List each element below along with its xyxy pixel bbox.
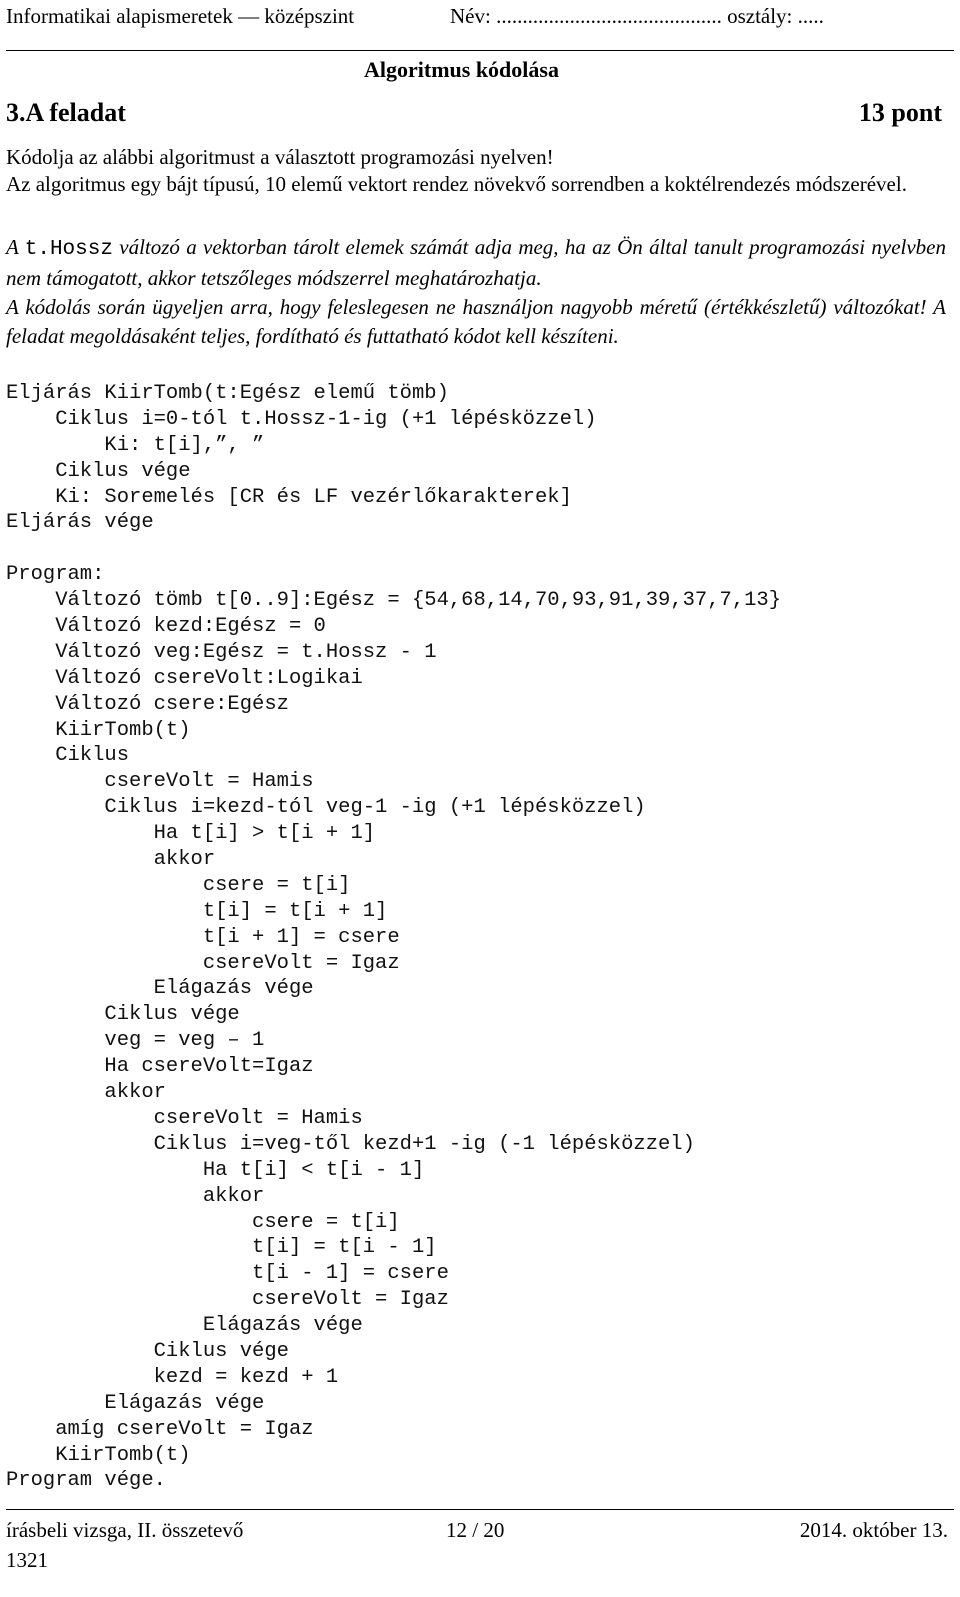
- code-line: KiirTomb(t): [6, 1443, 191, 1467]
- code-line: t[i - 1] = csere: [6, 1262, 449, 1286]
- footer-exam-part: írásbeli vizsga, II. összetevő: [6, 1518, 244, 1542]
- code-line: akkor: [6, 1184, 265, 1208]
- note-hossz: [6, 233, 946, 293]
- code-line: Ki: t[i],”, ”: [6, 433, 265, 457]
- code-line: t[i] = t[i + 1]: [6, 899, 388, 923]
- code-line: csereVolt = Hamis: [6, 1106, 363, 1130]
- code-line: Elágazás vége: [6, 977, 314, 1001]
- section-title: Algoritmus kódolása: [364, 57, 559, 82]
- task-title: 3.A feladat: [6, 98, 126, 127]
- code-line: Változó kezd:Egész = 0: [6, 615, 326, 639]
- code-line: Elágazás vége: [6, 1314, 363, 1338]
- code-line: Program:: [6, 563, 105, 587]
- code-line: Változó csere:Egész: [6, 692, 289, 716]
- code-line: Ha csereVolt=Igaz: [6, 1055, 314, 1079]
- code-line: [6, 536, 946, 562]
- header-name-class-field: Név: ........................................... osztály: .....: [450, 4, 824, 28]
- intro-line-2: Az algoritmus egy bájt típusú, 10 elemű vektort rendez növekvő sorrendben a koktélrendezés módszerével.: [6, 172, 907, 196]
- task-notes: [6, 233, 946, 351]
- code-line: Változó csereVolt:Logikai: [6, 666, 363, 690]
- code-line: Ciklus i=veg-től kezd+1 -ig (-1 lépésközzel): [6, 1132, 695, 1156]
- code-line: akkor: [6, 1081, 166, 1105]
- footer-date: 2014. október 13.: [799, 1518, 948, 1542]
- code-line: kezd = kezd + 1: [6, 1365, 339, 1389]
- page-header: [6, 2, 954, 32]
- task-points: 13 pont: [858, 98, 942, 127]
- code-line: Ha t[i] < t[i - 1]: [6, 1158, 425, 1182]
- note-requirements: A kódolás során ügyeljen arra, hogy feleslegesen ne használjon nagyobb méretű (értékkészletű) változókat! A feladat megoldásaként teljes, fordítható és futtatható kódot kell készíteni.: [6, 295, 946, 348]
- pseudocode-listing: [6, 381, 946, 1494]
- footer-exam-code: 1321: [6, 1548, 48, 1572]
- code-line: KiirTomb(t): [6, 718, 191, 742]
- code-line: amíg csereVolt = Igaz: [6, 1417, 314, 1441]
- code-line: csereVolt = Hamis: [6, 770, 314, 794]
- footer-page-number: 12 / 20: [446, 1518, 505, 1542]
- code-line: Ciklus i=kezd-tól veg-1 -ig (+1 lépésközzel): [6, 796, 646, 820]
- header-exam-title: Informatikai alapismeretek — középszint: [6, 4, 355, 28]
- code-line: Eljárás vége: [6, 511, 154, 535]
- code-line: csere = t[i]: [6, 1210, 400, 1234]
- code-line: Ciklus vége: [6, 1003, 240, 1027]
- note-prefix: A: [6, 235, 25, 259]
- code-line: akkor: [6, 848, 216, 872]
- code-line: Változó veg:Egész = t.Hossz - 1: [6, 640, 437, 664]
- code-line: csereVolt = Igaz: [6, 1288, 449, 1312]
- code-line: t[i] = t[i - 1]: [6, 1236, 437, 1260]
- intro-line-1: Kódolja az alábbi algoritmust a választott programozási nyelven!: [6, 145, 554, 169]
- note-text: változó a vektorban tárolt elemek számát adja meg, ha az Ön által tanult programozási nyelvben nem támogatott, akkor tetszőleges módszerrel meghatározhatja.: [6, 235, 946, 290]
- task-intro: [6, 144, 946, 198]
- code-line: Ciklus: [6, 744, 130, 768]
- footer-divider: [6, 1509, 954, 1510]
- code-line: Ha t[i] > t[i + 1]: [6, 822, 376, 846]
- note-code-word: t.Hossz: [24, 238, 113, 261]
- code-line: Elágazás vége: [6, 1391, 265, 1415]
- code-line: Változó tömb t[0..9]:Egész = {54,68,14,70,93,91,39,37,7,13}: [6, 589, 782, 613]
- code-line: Eljárás KiirTomb(t:Egész elemű tömb): [6, 382, 449, 405]
- header-divider: [6, 50, 954, 51]
- code-line: Ciklus vége: [6, 459, 191, 483]
- code-line: t[i + 1] = csere: [6, 925, 400, 949]
- code-line: csere = t[i]: [6, 873, 351, 897]
- code-line: Ciklus vége: [6, 1339, 289, 1363]
- code-line: csereVolt = Igaz: [6, 951, 400, 975]
- code-line: Ciklus i=0-tól t.Hossz-1-ig (+1 lépésközzel): [6, 407, 597, 431]
- code-line: Program vége.: [6, 1469, 166, 1493]
- code-line: veg = veg – 1: [6, 1029, 265, 1053]
- code-line: Ki: Soremelés [CR és LF vezérlőkarakterek]: [6, 485, 572, 509]
